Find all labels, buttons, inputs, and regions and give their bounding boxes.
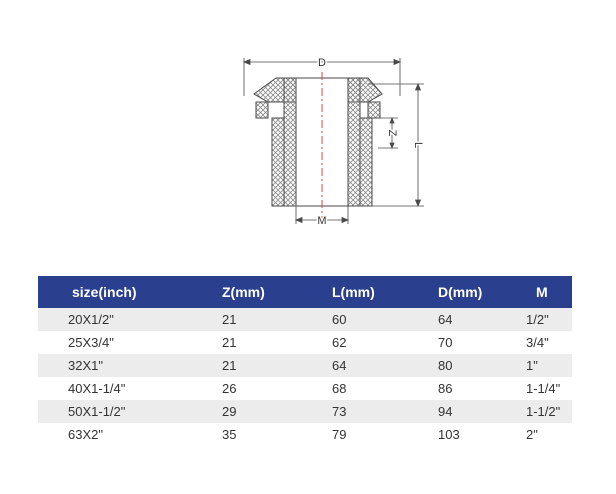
cell-d: 64	[396, 308, 504, 331]
column-header-m: M	[504, 276, 572, 308]
cell-size: 50X1-1/2"	[38, 400, 180, 423]
cell-size: 20X1/2"	[38, 308, 180, 331]
cell-m: 2"	[504, 423, 572, 446]
column-header-d: D(mm)	[396, 276, 504, 308]
cell-m: 1-1/2"	[504, 400, 572, 423]
dimension-label-z: Z	[386, 129, 398, 137]
table-row	[38, 400, 572, 423]
cell-d: 103	[396, 423, 504, 446]
cell-m: 1"	[504, 354, 572, 377]
table-row	[38, 377, 572, 400]
column-header-size: size(inch)	[38, 276, 180, 308]
cell-d: 94	[396, 400, 504, 423]
cell-z: 26	[180, 377, 288, 400]
cell-d: 70	[396, 331, 504, 354]
cell-l: 68	[288, 377, 396, 400]
fitting-technical-drawing	[228, 40, 438, 230]
table-row	[38, 308, 572, 331]
cell-l: 73	[288, 400, 396, 423]
cell-m: 1/2"	[504, 308, 572, 331]
cell-d: 80	[396, 354, 504, 377]
cell-l: 60	[288, 308, 396, 331]
table-row	[38, 331, 572, 354]
cell-size: 25X3/4"	[38, 331, 180, 354]
cell-z: 21	[180, 331, 288, 354]
dimension-label-d: D	[318, 57, 326, 69]
cell-m: 3/4"	[504, 331, 572, 354]
cell-z: 21	[180, 354, 288, 377]
cell-l: 79	[288, 423, 396, 446]
column-header-l: L(mm)	[288, 276, 396, 308]
cell-z: 35	[180, 423, 288, 446]
table-header-row	[38, 276, 572, 308]
cell-m: 1-1/4"	[504, 377, 572, 400]
cell-l: 64	[288, 354, 396, 377]
cell-l: 62	[288, 331, 396, 354]
cell-size: 63X2"	[38, 423, 180, 446]
cell-z: 29	[180, 400, 288, 423]
spec-table	[38, 276, 572, 446]
cell-size: 32X1"	[38, 354, 180, 377]
cell-d: 86	[396, 377, 504, 400]
column-header-z: Z(mm)	[180, 276, 288, 308]
cell-size: 40X1-1/4"	[38, 377, 180, 400]
table-row	[38, 423, 572, 446]
table-row	[38, 354, 572, 377]
dimension-label-l: L	[412, 141, 424, 149]
cell-z: 21	[180, 308, 288, 331]
dimension-label-m: M	[317, 215, 327, 227]
